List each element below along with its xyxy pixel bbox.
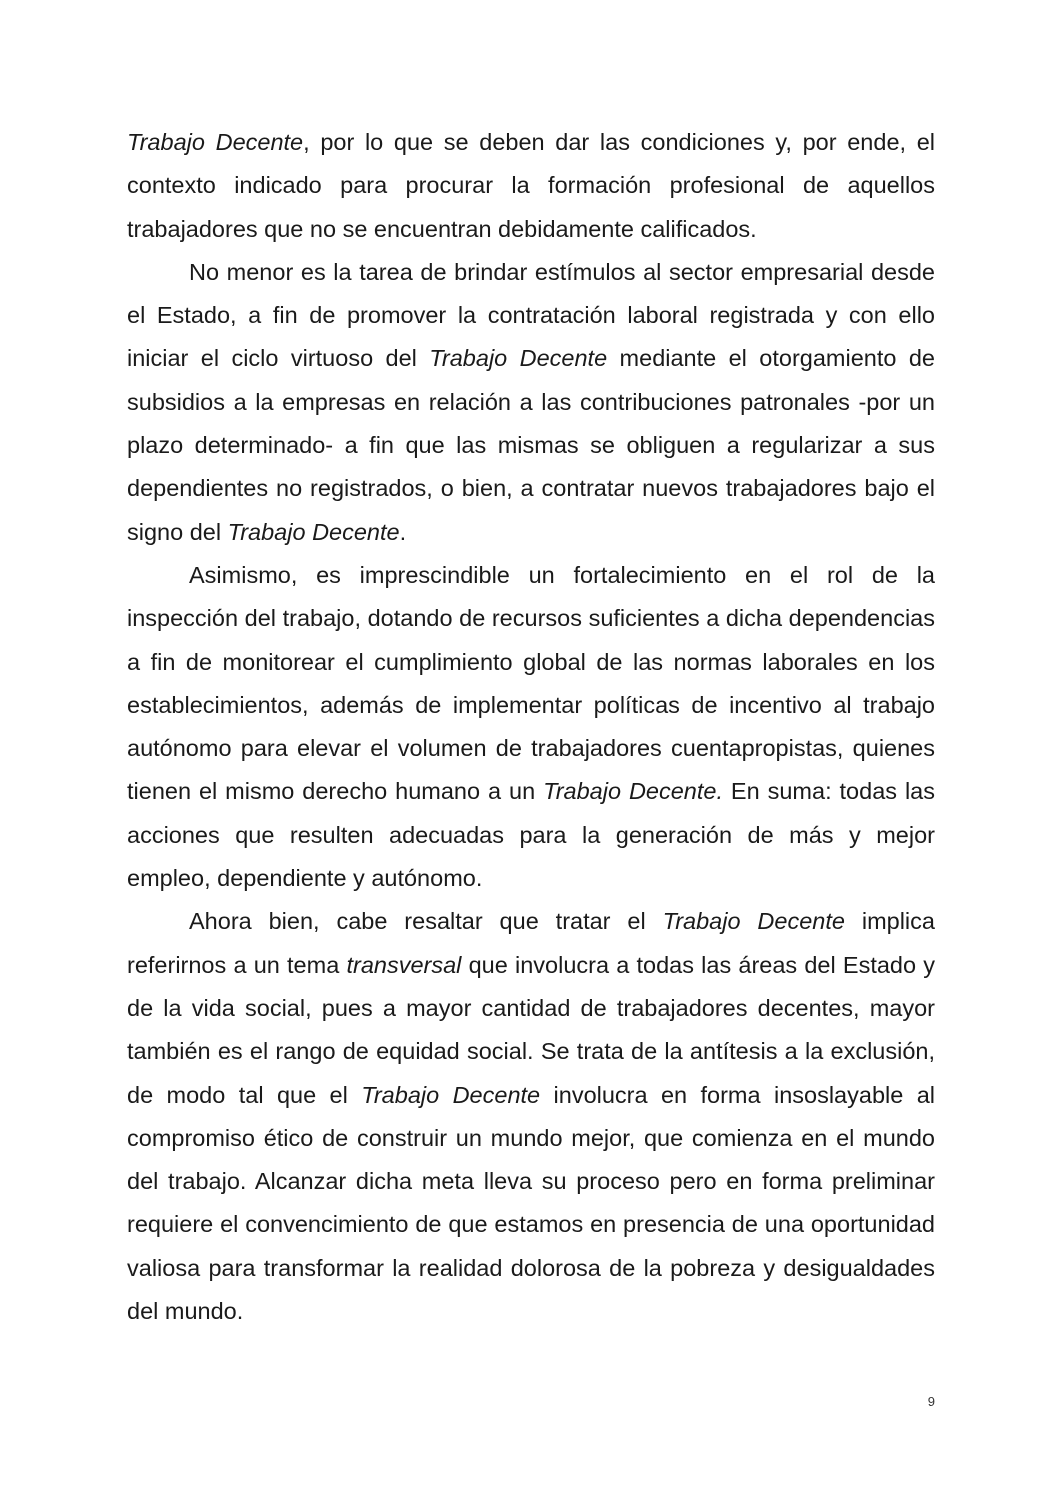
italic-term: Trabajo Decente (429, 345, 608, 372)
paragraph-2 (127, 251, 935, 554)
body-text: mediante el otorgamiento de subsidios a la empresas en relación a las contribuciones patronales -por un plazo determinado- a fin que las mismas se obliguen a regularizar a sus dependientes no registrados, o bien, a contratar nuevos trabajadores bajo el signo del (127, 345, 935, 545)
italic-term: Trabajo Decente (227, 518, 400, 545)
paragraph-1 (127, 121, 935, 251)
body-text: Ahora bien, cabe resaltar que tratar el (189, 908, 663, 935)
document-body (127, 121, 935, 1333)
paragraph-4 (127, 900, 935, 1333)
italic-term: transversal (346, 951, 462, 978)
body-text: que involucra a todas las áreas del Estado y de la vida social, pues a mayor cantidad de trabajadores decentes, mayor también es el rango de equidad social. Se trata de la antítesis a la exclusión, de modo tal que el (127, 951, 936, 1108)
body-text: , por lo que se deben dar las condiciones y, por ende, el contexto indicado para procurar la formación profesional de aquellos trabajadores que no se encuentran debidamente calificados. (127, 129, 935, 242)
italic-term: Trabajo Decente. (543, 778, 723, 805)
body-text: implica referirnos a un tema (127, 908, 935, 978)
page-number: 9 (927, 1394, 935, 1409)
body-text: No menor es la tarea de brindar estímulos al sector empresarial desde el Estado, a fin de promover la contratación laboral registrada y con ello iniciar el ciclo virtuoso del (127, 258, 935, 372)
body-text: Asimismo, es imprescindible un fortalecimiento en el rol de la inspección del trabajo, dotando de recursos suficientes a dicha dependencias a fin de monitorear el cumplimiento global de las normas laborales en los establecimientos, además de implementar políticas de incentivo al trabajo autónomo para elevar el volumen de trabajadores cuentapropistas, quienes tienen el mismo derecho humano a un (127, 561, 935, 805)
italic-term: Trabajo Decente (361, 1081, 541, 1108)
italic-term: Trabajo Decente (662, 908, 845, 935)
italic-term: Trabajo Decente (127, 129, 304, 155)
body-text: involucra en forma insoslayable al compromiso ético de construir un mundo mejor, que comienza en el mundo del trabajo. Alcanzar dicha meta lleva su proceso pero en forma preliminar requiere el convencimiento de que estamos en presencia de una oportunidad valiosa para transformar la realidad dolorosa de la pobreza y desigualdades del mundo. (127, 1081, 935, 1325)
body-text: En suma: todas las acciones que resulten adecuadas para la generación de más y mejor empleo, dependiente y autónomo. (127, 778, 935, 892)
paragraph-3 (127, 554, 935, 900)
body-text: . (399, 518, 407, 545)
